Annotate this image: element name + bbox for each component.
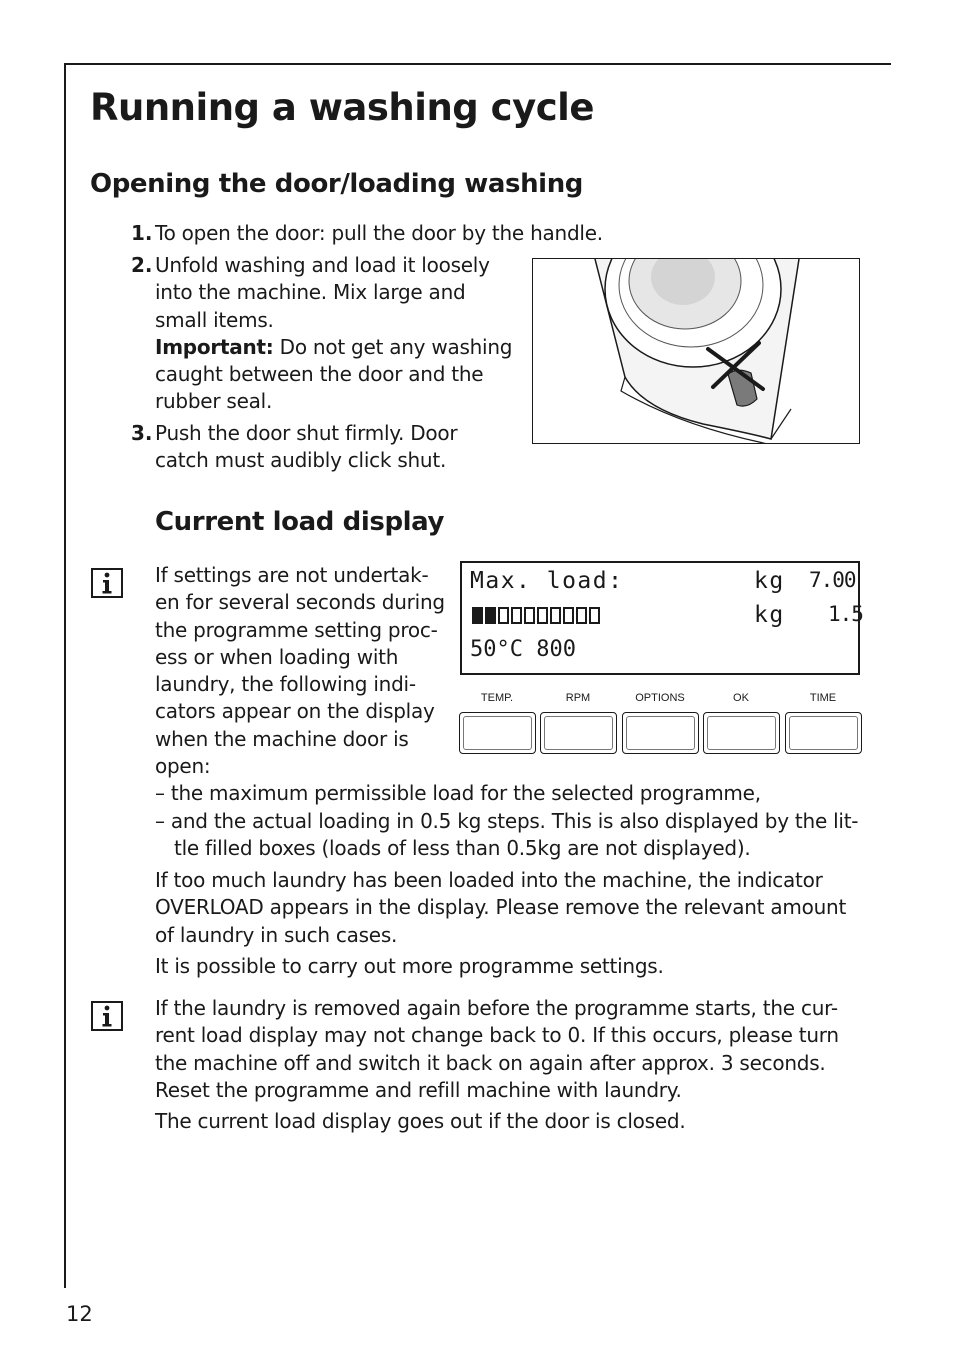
max-load-value: 7.00 xyxy=(809,568,856,592)
text-line: OVERLOAD appears in the display. Please remove the relevant amount xyxy=(155,895,847,920)
load-box-empty xyxy=(589,607,600,624)
load-box-empty xyxy=(550,607,561,624)
text-line: the machine off and switch it back on again after approx. 3 seconds. xyxy=(155,1050,826,1075)
text-line: en for several seconds during xyxy=(155,590,445,615)
text-line: small items. xyxy=(155,307,274,332)
max-load-label: Max. load: xyxy=(470,568,624,594)
info-icon xyxy=(91,568,123,598)
text-line: Unfold washing and load it loosely xyxy=(155,253,490,277)
text-line: laundry, the following indi- xyxy=(155,672,416,697)
load-display-intro xyxy=(155,562,455,780)
text-line: rent load display may not change back to 0. If this occurs, please turn xyxy=(155,1023,839,1048)
max-load-unit: kg xyxy=(754,568,785,594)
step-number: 2. xyxy=(131,253,153,277)
temp-spin-readout: 50°C 800 xyxy=(470,637,576,662)
text-line: Do not get any washing xyxy=(273,334,513,359)
overload-paragraph xyxy=(155,867,846,949)
text-line: of laundry in such cases. xyxy=(155,922,398,947)
ok-button[interactable] xyxy=(703,712,780,754)
button-label-time: TIME xyxy=(809,692,837,704)
text-line: If settings are not undertak- xyxy=(155,563,429,587)
load-box-empty xyxy=(537,607,548,624)
load-box-empty xyxy=(511,607,522,624)
important-label: Important: xyxy=(155,334,274,359)
text-line: rubber seal. xyxy=(155,389,273,414)
button-label-options: OPTIONS xyxy=(635,692,685,704)
page-number: 12 xyxy=(66,1302,93,1326)
text-line: – and the actual loading in 0.5 kg steps. This is also displayed by the lit- xyxy=(155,809,859,833)
text-line: open: xyxy=(155,754,211,779)
section-heading-door: Opening the door/loading washing xyxy=(90,169,584,199)
door-drawing xyxy=(533,259,860,444)
section-heading-load-display: Current load display xyxy=(155,507,445,537)
text-line: Reset the programme and refill machine with laundry. xyxy=(155,1077,682,1102)
load-indicator-boxes xyxy=(472,607,600,625)
text-line: Push the door shut firmly. Door xyxy=(155,421,458,445)
step-number: 1. xyxy=(131,221,153,245)
text-line: catch must audibly click shut. xyxy=(155,448,447,473)
step-text xyxy=(155,420,457,475)
text-line: If the laundry is removed again before the programme starts, the cur- xyxy=(155,996,838,1020)
washing-machine-door-illustration xyxy=(532,258,860,444)
load-box-empty xyxy=(498,607,509,624)
text-line: when the machine door is xyxy=(155,726,409,751)
load-box-empty xyxy=(524,607,535,624)
rpm-button[interactable] xyxy=(540,712,617,754)
actual-load-value: 1.5 xyxy=(828,602,863,626)
actual-load-unit: kg xyxy=(754,602,785,628)
button-label-ok: OK xyxy=(733,692,749,704)
step-text xyxy=(155,252,525,416)
step-number: 3. xyxy=(131,421,153,445)
reset-info-paragraph xyxy=(155,995,839,1104)
important-note xyxy=(155,334,525,361)
text-line: cators appear on the display xyxy=(155,699,435,724)
load-box-empty xyxy=(576,607,587,624)
text-line: If too much laundry has been loaded into the machine, the indicator xyxy=(155,868,823,892)
dash-item xyxy=(155,808,858,863)
more-settings-paragraph: It is possible to carry out more programme settings. xyxy=(155,954,664,978)
lcd-display xyxy=(460,561,863,675)
text-line: into the machine. Mix large and xyxy=(155,280,466,305)
button-label-temp: TEMP. xyxy=(480,692,514,704)
text-line: caught between the door and the xyxy=(155,362,484,387)
temp-button[interactable] xyxy=(459,712,536,754)
page-frame-left xyxy=(64,63,66,1288)
text-line: the programme setting proc- xyxy=(155,617,438,642)
text-line: To open the door: pull the door by the handle. xyxy=(155,221,603,245)
dash-item xyxy=(155,780,761,807)
info-icon xyxy=(91,1001,123,1031)
text-line: tle filled boxes (loads of less than 0.5kg are not displayed). xyxy=(174,836,751,861)
load-box-filled xyxy=(485,607,496,624)
page-title: Running a washing cycle xyxy=(90,86,594,129)
options-button[interactable] xyxy=(622,712,699,754)
load-box-filled xyxy=(472,607,483,624)
door-closed-paragraph: The current load display goes out if the door is closed. xyxy=(155,1109,686,1133)
step-text xyxy=(155,220,603,247)
page-frame-top xyxy=(64,63,891,65)
time-button[interactable] xyxy=(785,712,862,754)
button-label-rpm: RPM xyxy=(565,692,591,704)
text-line: ess or when loading with xyxy=(155,644,399,669)
load-box-empty xyxy=(563,607,574,624)
text-line: – the maximum permissible load for the selected programme, xyxy=(155,781,761,805)
